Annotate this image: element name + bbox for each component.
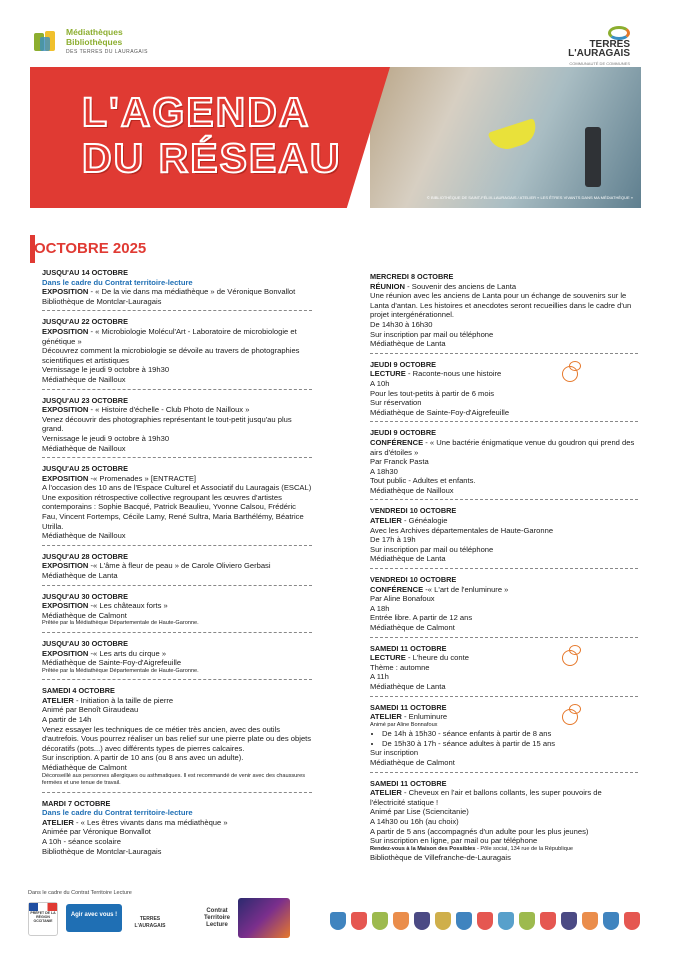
event-library: Bibliothèque de Villefranche-de-Lauragais	[370, 853, 511, 863]
event-detail: Médiathèque de Lanta	[370, 339, 446, 349]
prefet-logo	[28, 902, 58, 936]
event-title: - « Une bactérie énigmatique venue du goudron qui prend des airs d'étoiles »	[370, 437, 635, 457]
event-detail: Médiathèque de Calmont	[370, 623, 455, 632]
agenda-event	[370, 779, 638, 867]
event-kind: EXPOSITION	[42, 601, 89, 611]
event-detail: Sur inscription par mail ou téléphone	[370, 329, 494, 339]
event-detail: Médiathèque de Sainte-Foy-d'Aigrefeuille	[370, 407, 510, 417]
agenda-event	[42, 799, 312, 861]
agenda-event	[42, 464, 312, 546]
logo-line2: Bibliothèques	[66, 37, 123, 47]
commune-crest-icon	[351, 912, 367, 930]
event-title-line	[370, 653, 638, 663]
event-title: - Souvenir des anciens de Lanta	[405, 281, 517, 291]
agir-logo	[66, 904, 122, 932]
commune-crest-icon	[414, 912, 430, 930]
event-note: Prêtée par la Médiathèque Départementale de Haute-Garonne.	[42, 620, 199, 627]
prefet-text: PRÉFET DE LA RÉGION OCCITANIE	[30, 911, 56, 923]
event-date: JEUDI 9 OCTOBRE	[370, 359, 436, 369]
event-detail: Médiathèque de Lanta	[370, 554, 446, 564]
event-title: - « Histoire d'échelle - Club Photo de Nailloux »	[88, 405, 250, 415]
agenda-event	[370, 703, 638, 773]
event-title-line	[370, 369, 638, 379]
event-title-line	[42, 287, 312, 297]
event-detail: A l'occasion des 10 ans de l'Espace Culturel et Associatif du Lauragais (ESCAL)	[42, 483, 312, 493]
event-detail: A partir de 14h	[42, 714, 92, 724]
event-venue-line	[370, 846, 638, 854]
event-date: MERCREDI 8 OCTOBRE	[370, 272, 454, 281]
commune-crest-icon	[519, 912, 535, 930]
event-kind: LECTURE	[370, 653, 406, 663]
event-detail: Médiathèque de Nailloux	[42, 531, 126, 541]
event-title-line	[42, 405, 312, 415]
event-address: - Pôle social, 134 rue de la République	[475, 845, 574, 852]
event-date: SAMEDI 11 OCTOBRE	[370, 778, 447, 788]
event-date: JUSQU'AU 28 OCTOBRE	[42, 551, 128, 561]
book-icon	[34, 31, 60, 53]
event-date: JUSQU'AU 30 OCTOBRE	[42, 591, 128, 601]
event-kind: RÉUNION	[370, 281, 406, 291]
event-date: VENDREDI 10 OCTOBRE	[370, 575, 457, 585]
microscope-shape	[585, 127, 601, 187]
left-column	[42, 268, 312, 866]
event-detail: Médiathèque de Lanta	[370, 681, 446, 691]
agenda-banner	[30, 67, 641, 208]
event-detail: A 18h30	[370, 466, 398, 476]
event-detail: A 14h30 ou 16h (au choix)	[370, 817, 459, 826]
commune-crest-icon	[603, 912, 619, 930]
child-icon	[562, 709, 578, 725]
event-title: - Cheveux en l'air et ballons collants, les super pouvoirs de l'électricité statique !	[370, 788, 602, 807]
event-detail: Médiathèque de Lanta	[42, 571, 118, 581]
agenda-event	[370, 644, 638, 697]
event-kind: EXPOSITION	[42, 473, 89, 483]
event-title-line	[370, 788, 638, 807]
event-detail: Médiathèque de Nailloux	[370, 485, 454, 495]
commune-crest-icon	[372, 912, 388, 930]
event-detail: Venez essayer les techniques de ce métier très ancien, avec des outils d'autrefois. Vous pourrez réaliser un bas relief sur une pierre plate ou des objets décoratifs (pots...) avec différents types de pierres calcaires.	[42, 724, 312, 753]
agenda-event	[370, 428, 638, 500]
terres-footer-text: TERRES L'AURAGAIS	[134, 916, 166, 929]
event-detail: Médiathèque de Sainte-Foy-d'Aigrefeuille	[42, 658, 182, 668]
event-detail: Vernissage le jeudi 9 octobre à 19h30	[42, 433, 170, 443]
event-detail: Venez découvrir des photographies représentant le tout-petit jusqu'au plus grand.	[42, 414, 292, 434]
event-kind: ATELIER	[42, 817, 74, 827]
event-date: SAMEDI 11 OCTOBRE	[370, 702, 447, 712]
event-detail: A partir de 5 ans (accompagnés d'un adulte pour les plus jeunes)	[370, 826, 589, 836]
ctl-line3: Lecture	[206, 922, 228, 928]
logo-right-line1: TERRES	[589, 39, 630, 50]
reseau-logo	[34, 27, 148, 57]
commune-crest-icon	[624, 912, 640, 930]
session-item: • De 15h30 à 17h - séance adultes à partir de 15 ans	[382, 739, 638, 749]
photo-caption: © BIBLIOTHÈQUE DE SAINT-FÉLIX-LAURAGAIS / ATELIER « LES ÊTRES VIVANTS DANS MA MÉDIATHÈQUE »	[426, 195, 633, 200]
event-title-line	[42, 561, 312, 571]
event-date: JUSQU'AU 14 OCTOBRE	[42, 268, 128, 277]
month-heading: OCTOBRE 2025	[34, 240, 147, 257]
event-title: -« L'art de l'enluminure »	[423, 584, 509, 594]
event-sessions	[370, 729, 638, 748]
event-date: JEUDI 9 OCTOBRE	[370, 428, 436, 438]
child-icon	[562, 650, 578, 666]
event-title: - « Microbiologie Molécul'Art - Laboratoire de microbiologie et génétique »	[42, 326, 297, 346]
event-detail: A 18h	[370, 603, 390, 613]
commune-crest-icon	[435, 912, 451, 930]
event-detail: A 10h	[370, 378, 390, 388]
banner-title-line1: L'AGENDA	[82, 89, 311, 135]
event-detail: Une exposition rétrospective collective regroupant les œuvres d'artistes contemporains : Sophie Bacqué, Patrick Beaulieu, Yvonne Calsou, Frédéric Fau, Vincent Fortemps, Cécile Lamy, René Sultra, Maria Barthélémy, Béatrice Utrilla.	[42, 492, 304, 531]
event-kind: ATELIER	[370, 712, 402, 722]
banner-title-line2: DU RÉSEAU	[82, 135, 342, 181]
event-title-line	[370, 282, 638, 292]
event-kind: ATELIER	[370, 788, 402, 798]
agenda-event	[42, 396, 312, 459]
commune-crest-icon	[477, 912, 493, 930]
event-detail: Pour les tout-petits à partir de 6 mois	[370, 388, 495, 398]
terres-lauragais-logo	[566, 26, 630, 68]
event-detail: Sur inscription par mail ou téléphone	[370, 544, 494, 554]
swirl-icon	[608, 26, 630, 40]
event-detail: Thème : automne	[370, 662, 430, 672]
agir-text: Agir avec vous !	[70, 912, 118, 918]
event-detail: Médiathèque de Nailloux	[42, 374, 126, 384]
event-date: JUSQU'AU 25 OCTOBRE	[42, 464, 128, 474]
event-title: -« Les arts du cirque »	[88, 648, 167, 658]
event-detail: Sur réservation	[370, 398, 422, 408]
event-kind: EXPOSITION	[42, 405, 89, 415]
event-detail: Sur inscription	[370, 748, 419, 758]
event-kind: EXPOSITION	[42, 287, 89, 297]
event-detail: Bibliothèque de Montclar-Lauragais	[42, 296, 162, 306]
event-detail: Vernissage le jeudi 9 octobre à 19h30	[42, 365, 170, 375]
event-date: JUSQU'AU 23 OCTOBRE	[42, 395, 128, 405]
event-title: - Raconte-nous une histoire	[405, 369, 502, 379]
event-title: - Généalogie	[401, 516, 448, 526]
event-kind: CONFÉRENCE	[370, 437, 424, 447]
session-item: • De 14h à 15h30 - séance enfants à partir de 8 ans	[382, 729, 638, 739]
event-detail: Une réunion avec les anciens de Lanta pour un échange de souvenirs sur le Lanta d'antan. Les histoires et anecdotes seront recueillies dans le cadre d'un projet intergénérationnel.	[370, 291, 632, 320]
event-detail: Tout public - Adultes et enfants.	[370, 476, 476, 486]
commune-crest-icon	[540, 912, 556, 930]
event-title: - Enluminure	[401, 712, 448, 722]
event-title-line	[370, 712, 638, 722]
event-kind: EXPOSITION	[42, 326, 89, 336]
event-detail: Découvrez comment la microbiologie se dévoile au travers de photographies scientifiques et artistiques	[42, 346, 300, 365]
event-kind: ATELIER	[42, 695, 74, 705]
agenda-event	[42, 268, 312, 311]
event-title: - « De la vie dans ma médiathèque » de Véronique Bonvallot	[88, 287, 296, 297]
event-date: MARDI 7 OCTOBRE	[42, 798, 111, 808]
event-detail: Animée par Véronique Bonvallot	[42, 827, 151, 837]
commune-crest-icon	[330, 912, 346, 930]
event-title-line	[42, 327, 312, 346]
event-venue: Rendez-vous à la Maison des Possibles	[370, 845, 476, 852]
agenda-event	[370, 360, 638, 423]
agenda-event	[370, 575, 638, 638]
event-detail: Par Franck Pasta	[370, 457, 429, 467]
event-detail: Avec les Archives départementales de Haute-Garonne	[370, 525, 554, 535]
event-detail: Animé par Benoît Giraudeau	[42, 705, 139, 715]
event-note: Animé par Aline Bonnafoux	[370, 721, 438, 728]
event-kind: ATELIER	[370, 516, 402, 526]
footer-note: Dans le cadre du Contrat Territoire Lecture	[28, 890, 132, 896]
event-date: JUSQU'AU 30 OCTOBRE	[42, 638, 128, 648]
logo-right-sub: COMMUNAUTÉ DE COMMUNES	[569, 61, 630, 66]
event-title: - « Les êtres vivants dans ma médiathèque »	[73, 817, 228, 827]
event-detail: Sur inscription en ligne, par mail ou par téléphone	[370, 836, 538, 846]
commune-crest-icon	[456, 912, 472, 930]
agenda-event	[42, 317, 312, 389]
event-title: -« Promenades » [ENTRACTE]	[88, 473, 197, 483]
agenda-event	[42, 592, 312, 633]
event-date: JUSQU'AU 22 OCTOBRE	[42, 317, 128, 327]
event-kind: EXPOSITION	[42, 561, 89, 571]
event-title-line	[370, 438, 638, 457]
agenda-event	[42, 552, 312, 586]
event-kind: LECTURE	[370, 369, 406, 379]
commune-crest-icon	[561, 912, 577, 930]
event-detail: Médiathèque de Calmont	[42, 610, 127, 620]
festival-poster	[238, 898, 290, 938]
event-date: VENDREDI 10 OCTOBRE	[370, 506, 457, 516]
event-detail: Par Aline Bonafoux	[370, 594, 435, 604]
commune-crest-icon	[498, 912, 514, 930]
event-title-line	[42, 818, 312, 828]
event-title-line	[370, 516, 638, 526]
event-title: -« Les châteaux forts »	[88, 601, 168, 611]
agenda-event	[42, 639, 312, 680]
event-title-line	[370, 585, 638, 595]
event-title: - L'heure du conte	[405, 653, 469, 663]
event-detail: Animé par Lise (Sciencitanie)	[370, 807, 469, 817]
event-detail: Médiathèque de Calmont	[370, 758, 455, 768]
event-highlight: Dans le cadre du Contrat territoire-lecture	[42, 277, 193, 287]
event-detail: Sur inscription. A partir de 10 ans (ou 8 ans avec un adulte).	[42, 753, 244, 763]
ctl-line1: Contrat	[206, 908, 228, 914]
event-note: Déconseillé aux personnes allergiques ou asthmatiques. Il est recommandé de venir avec des chaussures fermées et une tenue de travail.	[42, 772, 306, 787]
event-title: -« L'âme à fleur de peau » de Carole Oliviero Gerbasi	[88, 561, 271, 571]
terres-footer-logo	[128, 904, 172, 932]
commune-crest-icon	[582, 912, 598, 930]
event-title-line	[42, 474, 312, 484]
ctl-logo	[200, 904, 234, 934]
logo-line1: Médiathèques	[66, 27, 123, 37]
event-detail: De 14h30 à 16h30	[370, 319, 433, 329]
event-kind: EXPOSITION	[42, 648, 89, 658]
event-detail: De 17h à 19h	[370, 535, 416, 545]
event-detail: A 10h - séance scolaire	[42, 836, 121, 846]
event-title-line	[42, 601, 312, 611]
event-detail: Médiathèque de Calmont	[42, 762, 127, 772]
ctl-line2: Territoire	[204, 915, 230, 921]
right-column	[370, 272, 638, 873]
logo-right-line2: L'AURAGAIS	[568, 48, 630, 59]
event-title-line	[42, 696, 312, 706]
event-date: SAMEDI 11 OCTOBRE	[370, 643, 447, 653]
event-highlight: Dans le cadre du Contrat territoire-lecture	[42, 808, 193, 818]
event-detail: A 11h	[370, 672, 389, 682]
partners-footer	[0, 890, 678, 950]
commune-crest-icon	[393, 912, 409, 930]
event-detail: Médiathèque de Nailloux	[42, 443, 126, 453]
agenda-event	[42, 686, 312, 792]
banner-title	[82, 89, 341, 181]
event-title: - Initiation à la taille de pierre	[73, 695, 174, 705]
event-detail: Entrée libre. A partir de 12 ans	[370, 613, 473, 623]
agenda-event	[370, 506, 638, 569]
event-title-line	[42, 649, 312, 659]
event-date: SAMEDI 4 OCTOBRE	[42, 686, 115, 696]
agenda-event	[370, 272, 638, 354]
event-kind: CONFÉRENCE	[370, 584, 424, 594]
event-note: Prêtée par la Médiathèque Départementale de Haute-Garonne.	[42, 667, 199, 674]
logo-sub: DES TERRES DU LAURAGAIS	[66, 49, 148, 55]
child-icon	[562, 366, 578, 382]
event-detail: Bibliothèque de Montclar-Lauragais	[42, 846, 162, 856]
